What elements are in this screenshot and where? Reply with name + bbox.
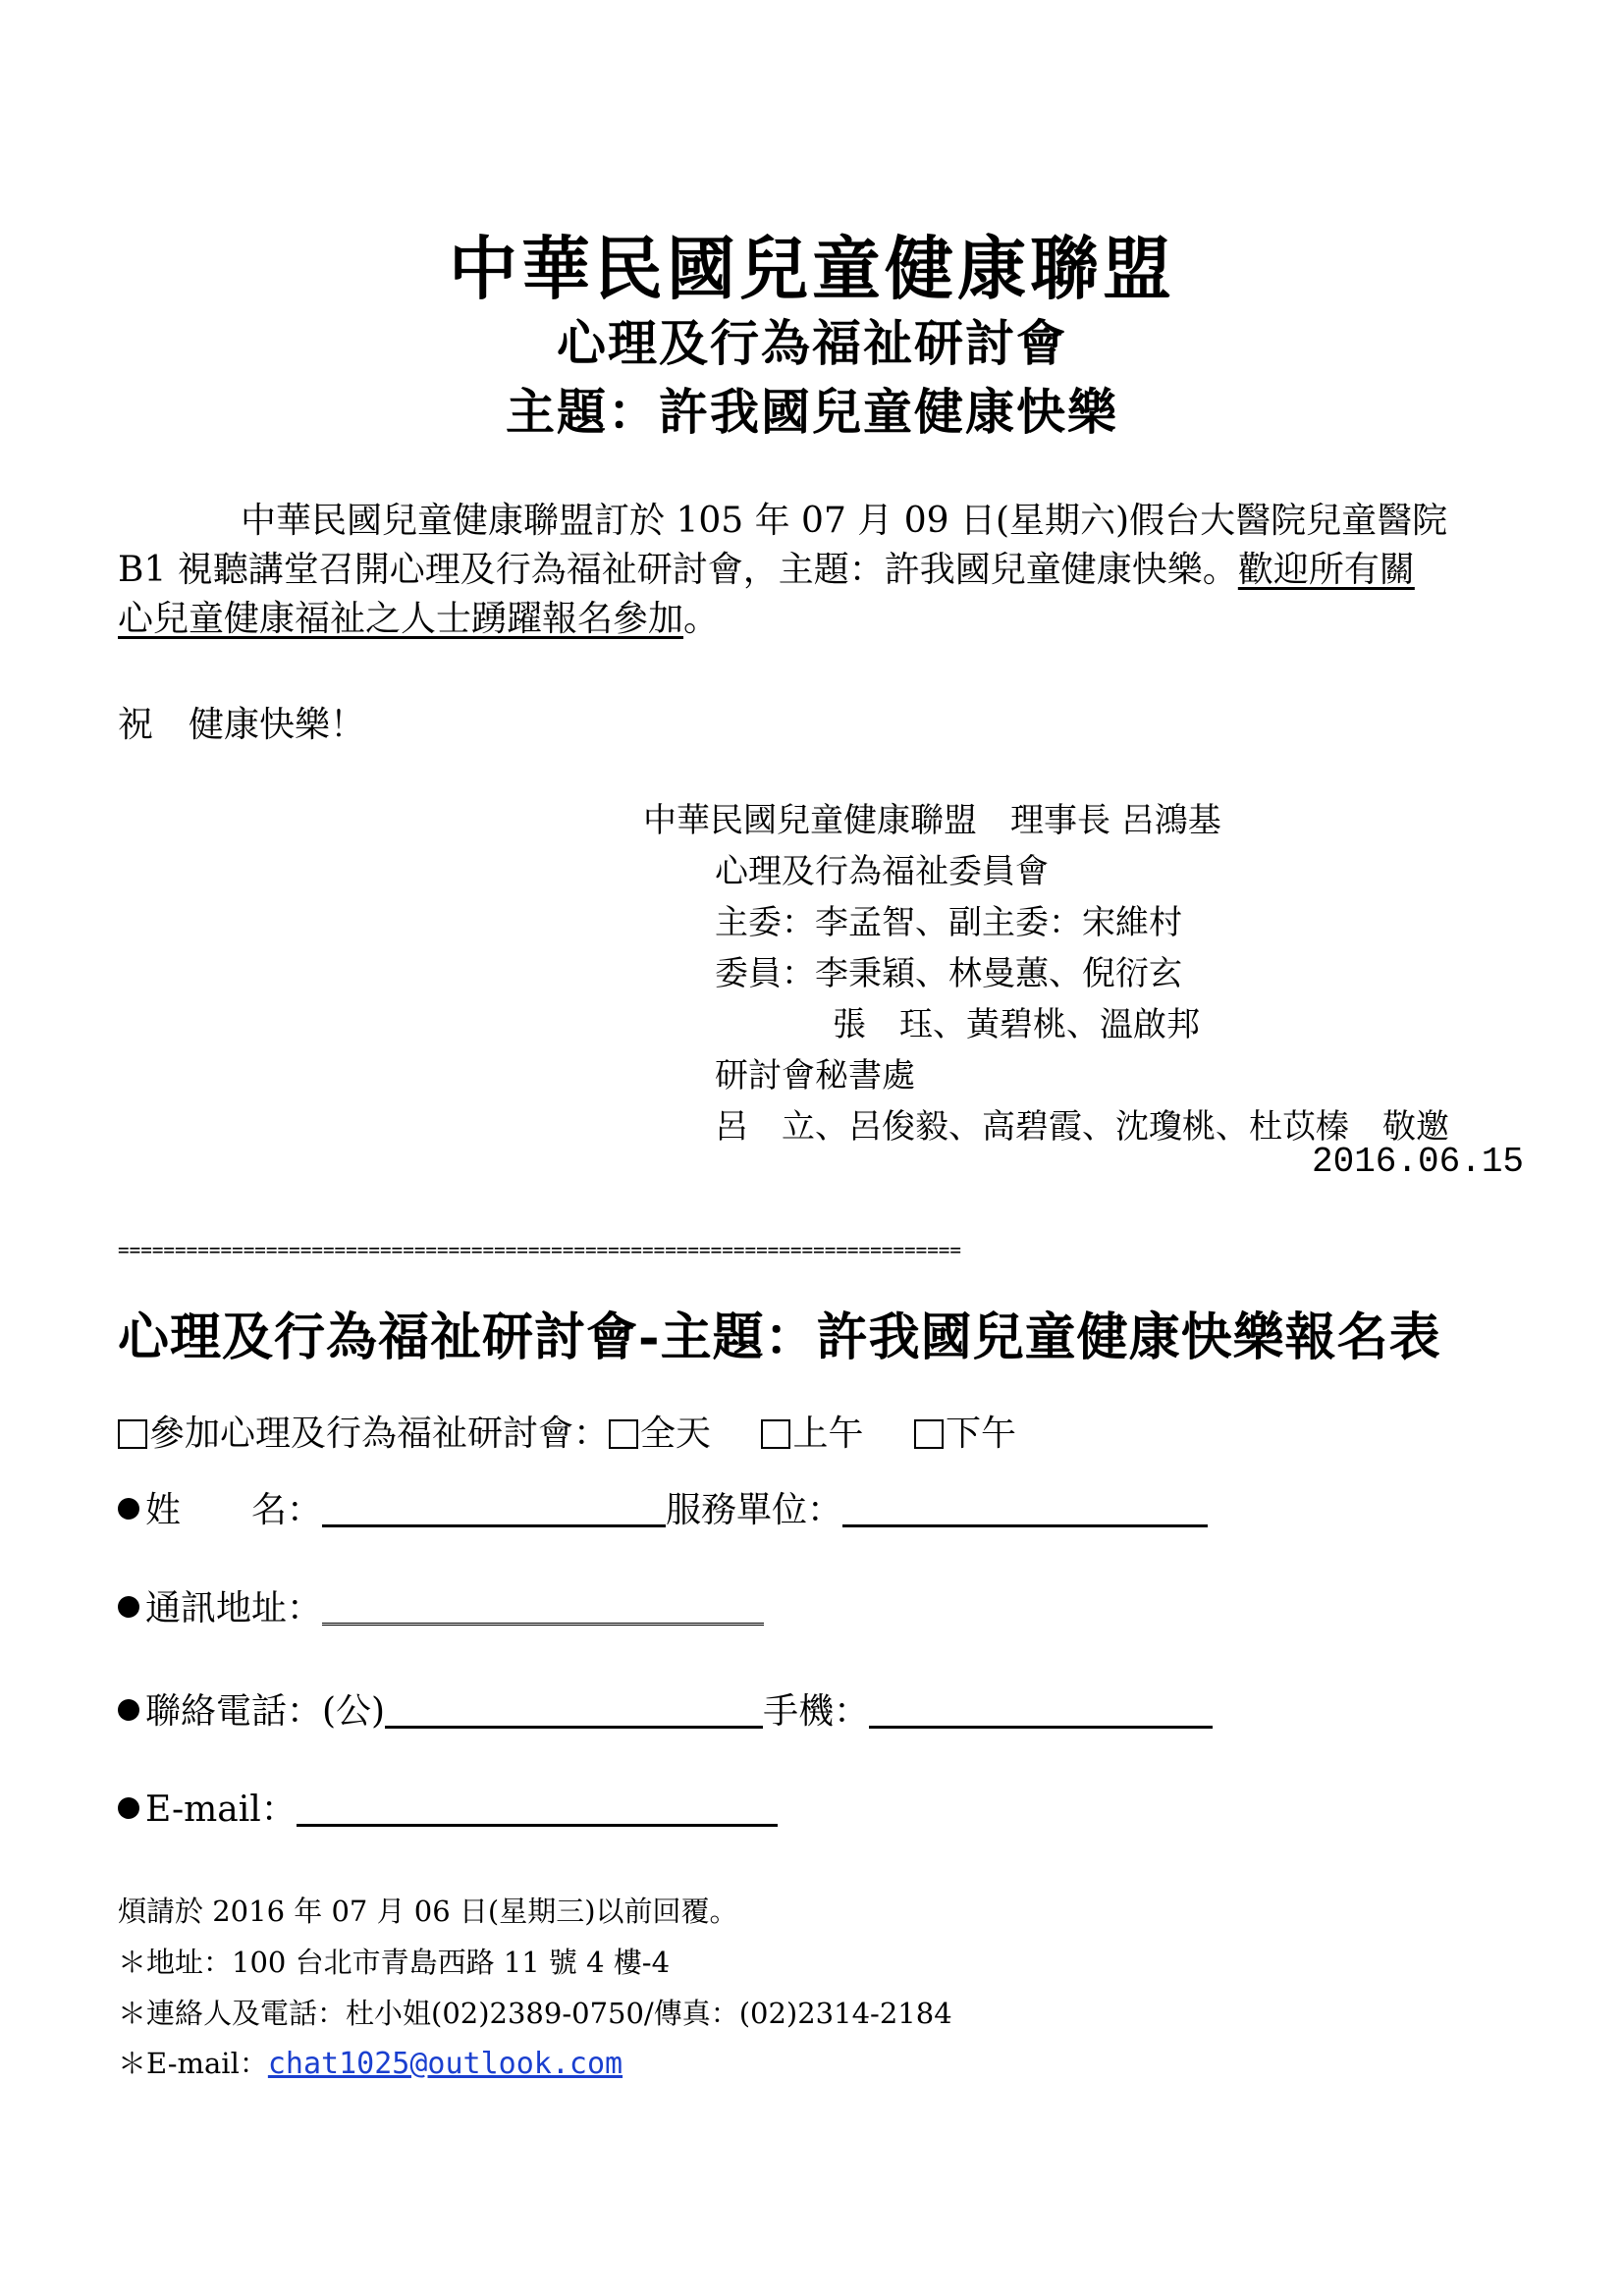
intro-underlined-text: 歡迎所有關 <box>1237 550 1415 590</box>
reply-deadline: 煩請於 2016 年 07 月 06 日(星期三)以前回覆。 <box>118 1895 738 1928</box>
intro-line-2 <box>118 545 1415 596</box>
signature-line-5: 張 珏、黃碧桃、溫啟邦 <box>833 1005 1200 1044</box>
full-day-checkbox[interactable] <box>609 1419 638 1449</box>
afternoon-checkbox[interactable] <box>914 1419 944 1449</box>
contact-email-line <box>118 2042 623 2082</box>
signature-line-4: 委員：李秉穎、林曼蕙、倪衍玄 <box>715 954 1182 993</box>
attend-label: 參加心理及行為福祉研討會： <box>149 1414 610 1454</box>
email-link[interactable]: chat1025@outlook.com <box>267 2047 623 2081</box>
mobile-label: 手機： <box>763 1691 870 1732</box>
bullet-icon <box>118 1797 139 1819</box>
intro-line-3 <box>118 594 719 645</box>
separator-line: ========================================================================== <box>118 1239 962 1261</box>
signature-line-2: 心理及行為福祉委員會 <box>715 852 1049 891</box>
unit-label: 服務單位： <box>666 1490 843 1530</box>
morning-checkbox[interactable] <box>761 1419 790 1449</box>
address-field[interactable] <box>322 1620 764 1626</box>
phone-label: 聯絡電話：(公) <box>145 1691 386 1732</box>
contact-phone: ＊連絡人及電話：杜小姐(02)2389-0750/傳真：(02)2314-2184 <box>118 1997 952 2030</box>
attend-row <box>118 1406 1016 1456</box>
signature-line-1: 中華民國兒童健康聯盟 理事長 呂鴻基 <box>643 801 1221 840</box>
attend-checkbox[interactable] <box>118 1419 147 1449</box>
intro-line-1: 中華民國兒童健康聯盟訂於 105 年 07 月 09 日(星期六)假台大醫院兒童醫院 <box>241 501 1448 541</box>
page-subtitle: 心理及行為福祉研討會 <box>557 314 1067 372</box>
signature-date: 2016.06.15 <box>1312 1142 1525 1182</box>
intro-text: B1 視聽講堂召開心理及行為福祉研討會，主題：許我國兒童健康快樂。 <box>118 550 1238 590</box>
bullet-icon <box>118 1498 139 1520</box>
email-field[interactable] <box>297 1824 778 1827</box>
contact-address: ＊地址：100 台北市青島西路 11 號 4 樓-4 <box>118 1946 671 1979</box>
email-label: E-mail： <box>145 1789 297 1830</box>
afternoon-label: 下午 <box>945 1414 1016 1454</box>
form-title: 心理及行為福祉研討會-主題：許我國兒童健康快樂報名表 <box>118 1308 1441 1367</box>
office-phone-field[interactable] <box>385 1726 763 1729</box>
address-row <box>118 1580 764 1630</box>
email-prefix: ＊E-mail： <box>118 2047 268 2080</box>
email-row <box>118 1782 778 1832</box>
unit-field[interactable] <box>842 1524 1208 1527</box>
name-label: 姓 名： <box>145 1490 323 1530</box>
signature-line-6: 研討會秘書處 <box>715 1056 915 1095</box>
full-day-label: 全天 <box>640 1414 712 1454</box>
address-label: 通訊地址： <box>145 1588 323 1629</box>
signature-line-7: 呂 立、呂俊毅、高碧霞、沈瓊桃、杜苡榛 敬邀 <box>715 1107 1449 1147</box>
morning-label: 上午 <box>792 1414 864 1454</box>
signature-line-3: 主委：李孟智、副主委：宋維村 <box>715 903 1182 942</box>
mobile-field[interactable] <box>869 1726 1213 1729</box>
intro-underlined-text: 心兒童健康福祉之人士踴躍報名參加 <box>118 599 684 639</box>
greeting: 祝 健康快樂！ <box>118 705 366 745</box>
page-theme: 主題：許我國兒童健康快樂 <box>506 383 1118 441</box>
name-row <box>118 1482 1208 1532</box>
phone-row <box>118 1683 1213 1734</box>
page-title: 中華民國兒童健康聯盟 <box>449 228 1175 309</box>
name-field[interactable] <box>322 1524 666 1527</box>
intro-text: 。 <box>683 599 720 639</box>
bullet-icon <box>118 1596 139 1618</box>
bullet-icon <box>118 1699 139 1721</box>
